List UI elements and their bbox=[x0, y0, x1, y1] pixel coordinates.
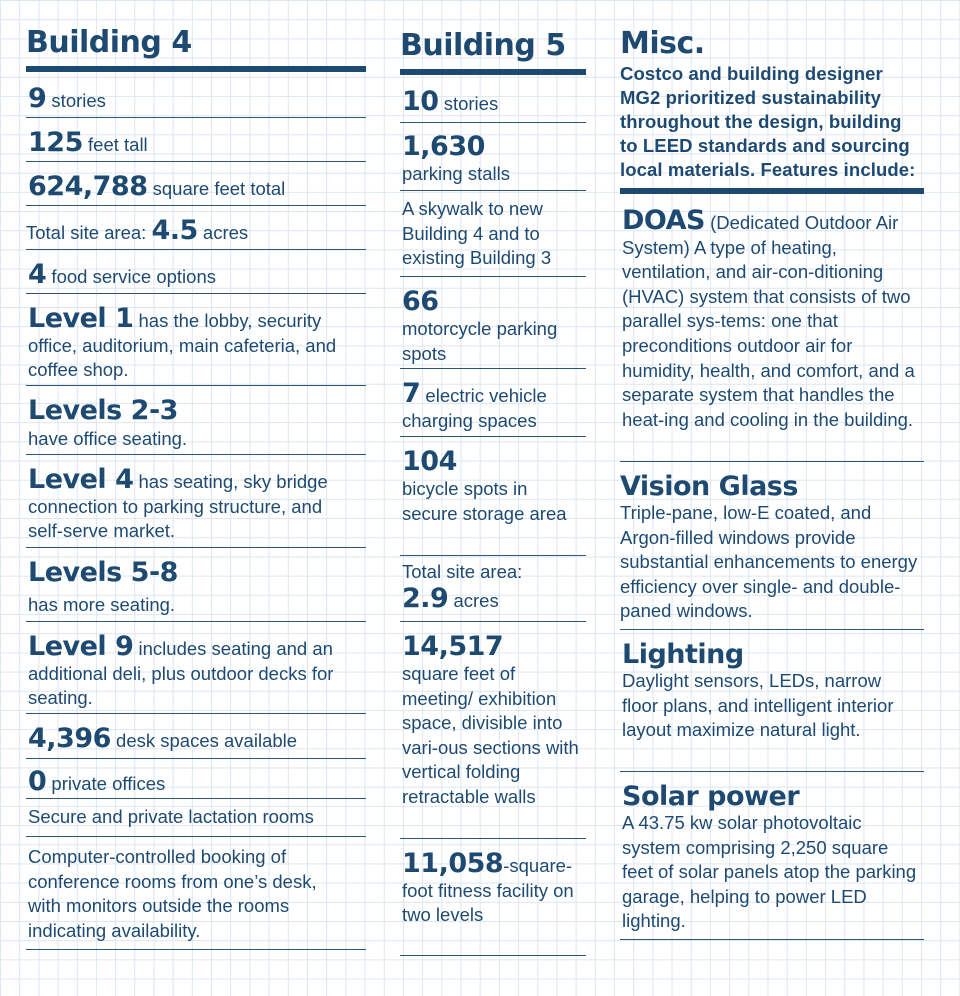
fact-item bbox=[26, 799, 366, 837]
fact-text: has seating, sky bridge connection to parking structure, and self-serve market. bbox=[28, 471, 328, 542]
fact-text: food service options bbox=[46, 266, 216, 287]
fact-item bbox=[400, 622, 586, 839]
fact-item bbox=[400, 369, 586, 437]
feature-title: Solar power bbox=[622, 781, 800, 812]
fact-text: bicycle spots in secure storage area bbox=[402, 478, 567, 524]
feature-title: Vision Glass bbox=[620, 471, 798, 502]
fact-item bbox=[26, 206, 366, 250]
fact-text: Computer-controlled booking of conference rooms from one’s desk, with monitors outside the rooms indicating availability. bbox=[28, 846, 317, 941]
building-5-column bbox=[400, 0, 586, 956]
feature-item bbox=[620, 630, 924, 772]
fact-value: 1,630 bbox=[402, 131, 485, 162]
fact-value: Level 9 bbox=[28, 631, 134, 662]
fact-item bbox=[26, 294, 366, 386]
fact-text: parking stalls bbox=[402, 163, 510, 184]
fact-item bbox=[26, 386, 366, 455]
fact-text: square feet of meeting/ exhibition space, divisible into vari-ous sections with vertical folding retractable walls bbox=[402, 663, 579, 807]
fact-text: A skywalk to new Building 4 and to existing Building 3 bbox=[402, 198, 552, 269]
fact-item bbox=[26, 622, 366, 714]
fact-value: 0 bbox=[28, 766, 47, 797]
fact-item bbox=[26, 455, 366, 548]
fact-item bbox=[400, 191, 586, 277]
feature-item bbox=[620, 772, 924, 940]
fact-text: stories bbox=[46, 90, 106, 111]
feature-text: Daylight sensors, LEDs, narrow floor plans, and intelligent interior layout maximize natural light. bbox=[622, 670, 894, 741]
fact-text: electric vehicle charging spaces bbox=[402, 385, 547, 431]
fact-item bbox=[26, 837, 366, 950]
fact-value: 624,788 bbox=[28, 171, 148, 202]
fact-value: Level 4 bbox=[28, 464, 134, 495]
fact-item bbox=[26, 714, 366, 759]
fact-text: desk spaces available bbox=[110, 730, 298, 751]
fact-text: has more seating. bbox=[28, 594, 176, 615]
fact-prefix: Total site area: bbox=[26, 222, 152, 243]
fact-prefix: Total site area: bbox=[402, 561, 523, 582]
fact-value: 10 bbox=[402, 86, 439, 117]
fact-item bbox=[400, 839, 586, 956]
misc-intro: Costco and building designer MG2 prioritized sustainability throughout the design, building to LEED standards and sourcing local materials. Features include: bbox=[620, 63, 916, 180]
fact-item bbox=[400, 556, 586, 622]
building-5-title: Building 5 bbox=[400, 28, 566, 63]
fact-value: 9 bbox=[28, 83, 47, 114]
fact-value: 4 bbox=[28, 259, 47, 290]
fact-text: private offices bbox=[46, 773, 166, 794]
fact-text: motorcycle parking spots bbox=[402, 318, 558, 364]
fact-text: Secure and private lactation rooms bbox=[28, 806, 314, 827]
fact-item bbox=[26, 250, 366, 294]
misc-column bbox=[620, 0, 924, 940]
fact-value: 7 bbox=[402, 378, 421, 409]
feature-text: (Dedicated Outdoor Air System) A type of heating, ventilation, and air-con-ditioning (HVAC) system that consists of two parallel sys-tems: one that preconditions outdoor air for humidity, health, and comfort, and a separate system that handles the heat-ing and cooling in the building. bbox=[622, 212, 915, 430]
fact-item bbox=[400, 277, 586, 369]
feature-title: DOAS bbox=[622, 205, 705, 236]
fact-text: -square-foot fitness facility on two levels bbox=[402, 855, 574, 926]
fact-item bbox=[26, 548, 366, 622]
fact-text: feet tall bbox=[82, 134, 148, 155]
fact-item bbox=[400, 123, 586, 191]
fact-item bbox=[26, 72, 366, 118]
fact-text: have office seating. bbox=[28, 428, 188, 449]
feature-title: Lighting bbox=[622, 639, 744, 670]
misc-title: Misc. bbox=[620, 26, 705, 61]
fact-text: includes seating and an additional deli, plus outdoor decks for seating. bbox=[28, 638, 334, 709]
fact-value: 2.9 bbox=[402, 582, 449, 614]
fact-item bbox=[26, 118, 366, 162]
fact-value: 4.5 bbox=[151, 215, 198, 246]
fact-value: 125 bbox=[28, 127, 83, 158]
fact-value: 11,058 bbox=[402, 848, 504, 879]
fact-value: Levels 5-8 bbox=[28, 557, 178, 588]
fact-value: 104 bbox=[402, 446, 457, 477]
fact-text: square feet total bbox=[147, 178, 286, 199]
fact-item bbox=[400, 437, 586, 556]
fact-value: Level 1 bbox=[28, 303, 134, 334]
feature-item bbox=[620, 194, 924, 462]
feature-text: Triple-pane, low-E coated, and Argon-filled windows provide substantial enhancements to energy efficiency over single- and double-paned windows. bbox=[620, 502, 918, 622]
fact-item bbox=[26, 162, 366, 206]
fact-text: has the lobby, security office, auditorium, main cafeteria, and coffee shop. bbox=[28, 310, 337, 381]
building-4-column bbox=[26, 0, 366, 950]
fact-text: stories bbox=[438, 93, 499, 114]
feature-text: A 43.75 kw solar photovoltaic system comprising 2,250 square feet of solar panels atop the parking garage, helping to power LED lighting. bbox=[622, 812, 917, 932]
fact-value: Levels 2-3 bbox=[28, 395, 178, 426]
feature-item bbox=[620, 462, 924, 630]
fact-value: 4,396 bbox=[28, 723, 111, 754]
building-4-title: Building 4 bbox=[26, 25, 192, 60]
fact-item bbox=[26, 759, 366, 799]
fact-text: acres bbox=[197, 222, 249, 243]
fact-item bbox=[400, 75, 586, 123]
fact-text: acres bbox=[448, 589, 499, 611]
fact-value: 14,517 bbox=[402, 631, 504, 662]
fact-value: 66 bbox=[402, 286, 439, 317]
